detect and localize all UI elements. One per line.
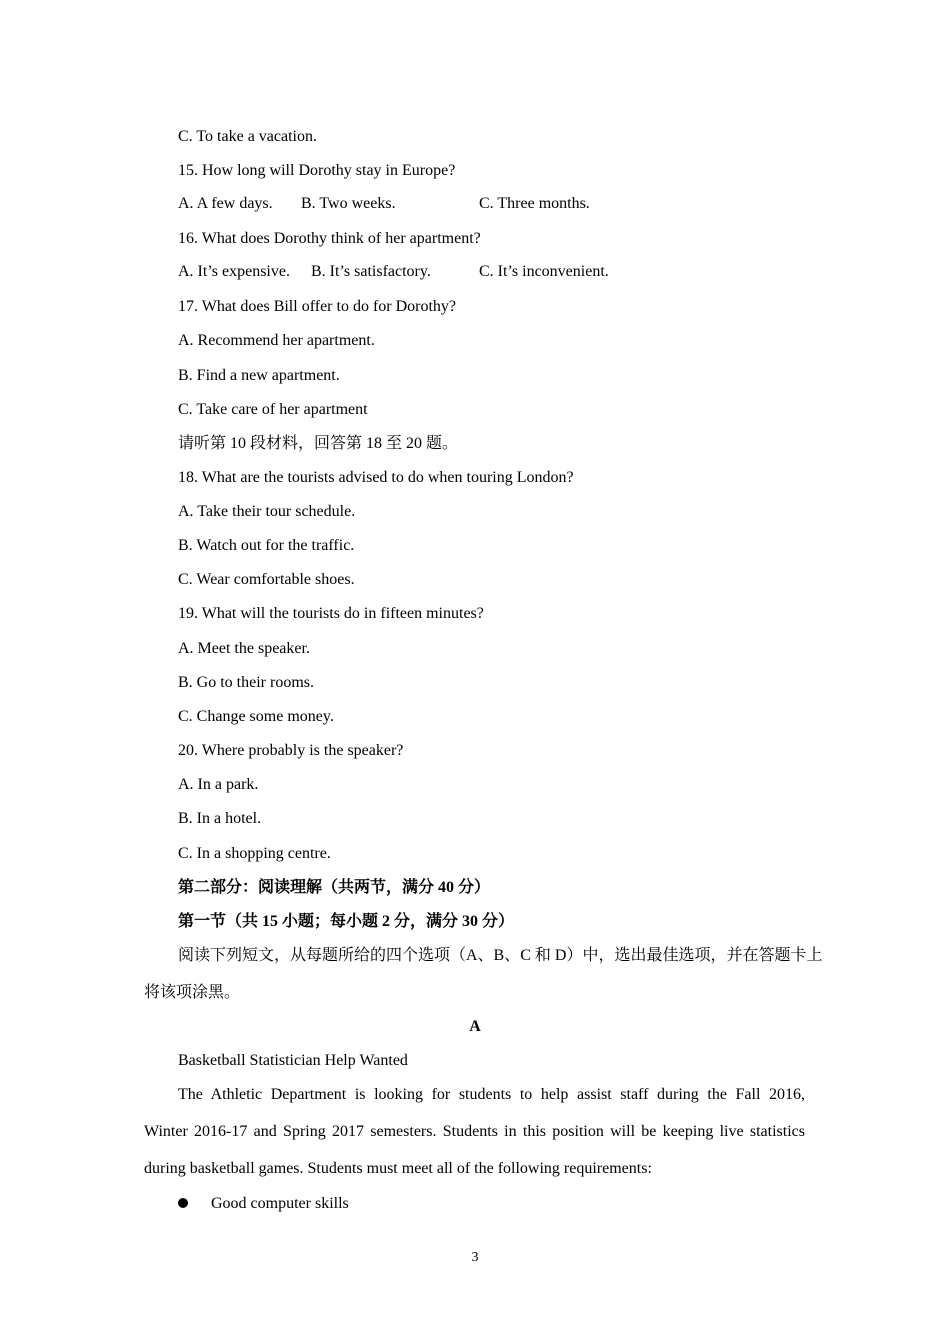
passage-line-3: during basketball games. Students must meet all of the following requirements:	[144, 1160, 652, 1177]
q17-option-a: A. Recommend her apartment.	[178, 332, 375, 349]
q18-option-b: B. Watch out for the traffic.	[178, 537, 355, 554]
question-17: 17. What does Bill offer to do for Dorothy?	[178, 298, 457, 315]
passage-label: A	[469, 1018, 481, 1035]
q18-option-a: A. Take their tour schedule.	[178, 503, 356, 520]
q20-option-c: C. In a shopping centre.	[178, 845, 331, 862]
question-18: 18. What are the tourists advised to do when touring London?	[178, 469, 574, 486]
q16-option-c: C. It’s inconvenient.	[479, 263, 609, 280]
q15-option-a: A. A few days.	[178, 195, 273, 212]
q15-option-c: C. Three months.	[479, 195, 590, 212]
bullet-icon	[178, 1198, 188, 1208]
q19-option-a: A. Meet the speaker.	[178, 640, 310, 657]
instructions-line-2: 将该项涂黑。	[144, 984, 241, 1001]
q15-option-b: B. Two weeks.	[301, 195, 396, 212]
q17-option-b: B. Find a new apartment.	[178, 367, 340, 384]
q16-option-a: A. It’s expensive.	[178, 263, 290, 280]
q17-option-c: C. Take care of her apartment	[178, 401, 368, 418]
instructions-line-1: 阅读下列短文，从每题所给的四个选项（A、B、C 和 D）中，选出最佳选项，并在答题卡上	[178, 947, 823, 964]
passage-title: Basketball Statistician Help Wanted	[178, 1052, 408, 1069]
passage-line-2: Winter 2016-17 and Spring 2017 semesters. Students in this position will be keeping live statistics	[144, 1123, 805, 1140]
section-one-heading: 第一节（共 15 小题；每小题 2 分，满分 30 分）	[178, 913, 515, 930]
section-instruction: 请听第 10 段材料，回答第 18 至 20 题。	[178, 435, 459, 452]
page-number: 3	[471, 1250, 479, 1265]
part-two-heading: 第二部分：阅读理解（共两节，满分 40 分）	[178, 879, 491, 896]
q20-option-a: A. In a park.	[178, 776, 259, 793]
question-15: 15. How long will Dorothy stay in Europe?	[178, 162, 456, 179]
q14-option-c: C. To take a vacation.	[178, 128, 317, 145]
q16-option-b: B. It’s satisfactory.	[311, 263, 431, 280]
requirement-item: Good computer skills	[211, 1195, 349, 1212]
passage-line-1: The Athletic Department is looking for students to help assist staff during the Fall 2016,	[178, 1086, 805, 1103]
q18-option-c: C. Wear comfortable shoes.	[178, 571, 355, 588]
question-16: 16. What does Dorothy think of her apartment?	[178, 230, 481, 247]
q19-option-b: B. Go to their rooms.	[178, 674, 314, 691]
question-19: 19. What will the tourists do in fifteen minutes?	[178, 605, 484, 622]
q19-option-c: C. Change some money.	[178, 708, 334, 725]
question-20: 20. Where probably is the speaker?	[178, 742, 404, 759]
q20-option-b: B. In a hotel.	[178, 810, 262, 827]
